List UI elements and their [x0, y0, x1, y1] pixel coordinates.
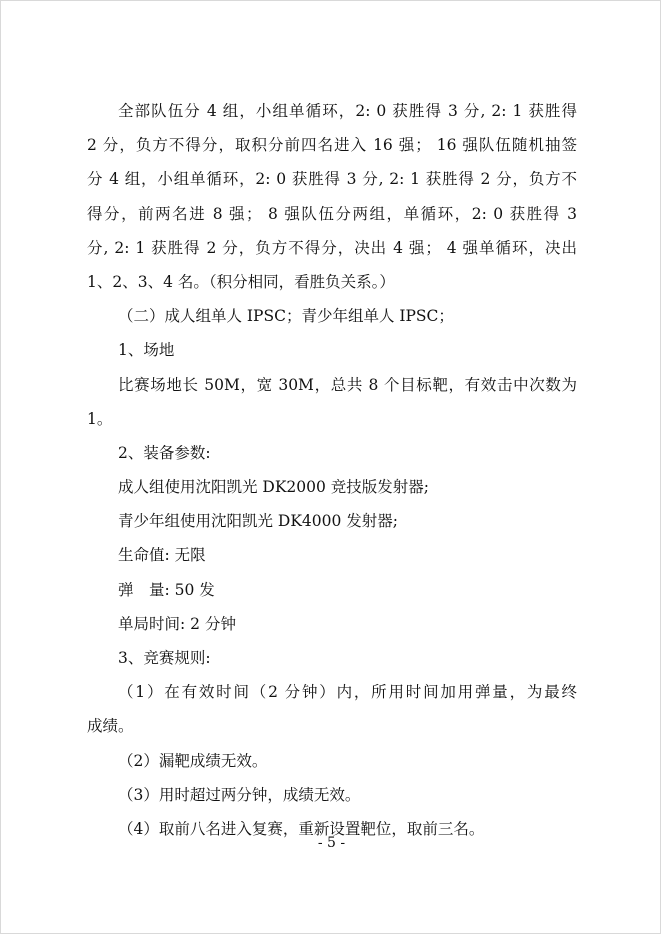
paragraph-line: 2 分，负方不得分，取积分前四名进入 16 强； 16 强队伍随机抽签: [87, 136, 577, 155]
paragraph-line: 成人组使用沈阳凯光 DK2000 竞技版发射器;: [118, 478, 430, 497]
rule-item: （2）漏靶成绩无效。: [118, 751, 268, 770]
paragraph-line: 比赛场地长 50M，宽 30M，总共 8 个目标靶，有效击中次数为: [118, 375, 577, 394]
subsection-heading: 2、装备参数:: [118, 443, 211, 462]
subsection-heading: 1、场地: [118, 341, 175, 360]
subsection-heading: 3、竞赛规则:: [118, 649, 211, 667]
rule-item: （4）取前八名进入复赛，重新设置靶位，取前三名。: [118, 819, 485, 838]
page-number: - 5 -: [317, 835, 346, 851]
paragraph-line: 得分，前两名进 8 强； 8 强队伍分两组，单循环，2: 0 获胜得 3: [87, 204, 577, 223]
paragraph-line: 分, 2: 1 获胜得 2 分，负方不得分，决出 4 强； 4 强单循环，决出: [87, 238, 577, 257]
paragraph-line: 成绩。: [87, 717, 134, 736]
paragraph-line: 生命值: 无限: [118, 546, 206, 565]
paragraph-line: 青少年组使用沈阳凯光 DK4000 发射器;: [118, 512, 399, 531]
document-body: [87, 94, 577, 846]
paragraph-line: 1、2、3、4 名。（积分相同，看胜负关系。）: [87, 272, 395, 291]
paragraph-line: 1。: [87, 409, 113, 428]
paragraph-line: 单局时间: 2 分钟: [118, 614, 236, 633]
paragraph-line: 弹 量: 50 发: [118, 580, 215, 599]
paragraph-line: 全部队伍分 4 组，小组单循环，2: 0 获胜得 3 分, 2: 1 获胜得: [118, 102, 577, 120]
section-heading: （二）成人组单人 IPSC；青少年组单人 IPSC；: [118, 307, 454, 326]
paragraph-line: 分 4 组，小组单循环，2: 0 获胜得 3 分, 2: 1 获胜得 2 分，负方不: [87, 170, 577, 189]
rule-item: （1）在有效时间（2 分钟）内，所用时间加用弹量，为最终: [118, 683, 577, 702]
rule-item: （3）用时超过两分钟，成绩无效。: [118, 785, 361, 804]
